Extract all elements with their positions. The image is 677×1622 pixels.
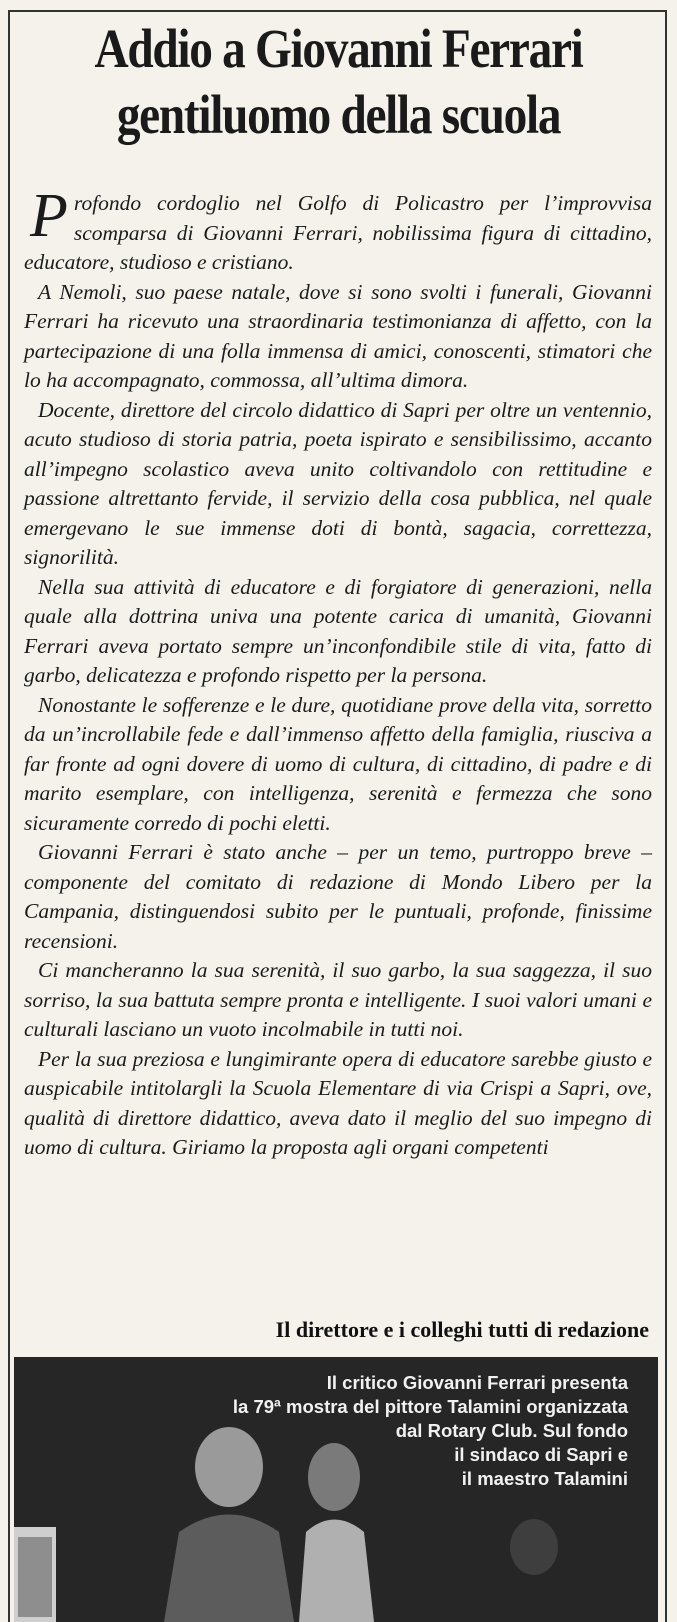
paragraph-1-text: rofondo cordoglio nel Golfo di Policastro per l’improvvisa scomparsa di Giovanni Ferrari, nobilissima figura di cittadino, educatore, studioso e cristiano. <box>24 191 652 274</box>
article-body <box>24 182 652 1163</box>
photo-caption <box>233 1371 628 1491</box>
headline-line-2: gentiluomo della scuola <box>116 84 561 145</box>
caption-line: il sindaco di Sapri e <box>454 1444 628 1465</box>
drop-cap: P <box>30 182 68 250</box>
caption-line: dal Rotary Club. Sul fondo <box>395 1420 628 1441</box>
paragraph-6: Giovanni Ferrari è stato anche – per un temo, purtroppo breve – componente del comitato di redazione di Mondo Libero per la Campania, distinguendosi subito per le puntuali, profonde, finissime recensioni. <box>24 840 652 953</box>
paragraph-8: Per la sua preziosa e lungimirante opera di educatore sarebbe giusto e auspicabile intitolargli la Scuola Elementare di via Crispi a Sapri, ove, qualità di direttore didattico, aveva dato il meglio del suo impegno di uomo di cultura. Giriamo la proposta agli organi competenti <box>24 1046 652 1159</box>
paragraph-2: A Nemoli, suo paese natale, dove si sono svolti i funerali, Giovanni Ferrari ha ricevuto una straordinaria testimonianza di affetto, con la partecipazione di una folla immensa di amici, conoscenti, stimatori che lo ha accompagnato, commossa, all’ultima dimora. <box>24 279 652 392</box>
signature: Il direttore e i colleghi tutti di redazione <box>275 1317 649 1342</box>
paragraph-1 <box>24 182 652 278</box>
paragraph-3: Docente, direttore del circolo didattico di Sapri per oltre un ventennio, acuto studioso di storia patria, poeta ispirato e sensibilissimo, accanto all’impegno scolastico aveva unito coltivandolo con rettitudine e passione altrettanto fervide, il servizio della cosa pubblica, nel quale emergevano le sue immense doti di bontà, sagacia, correttezza, signorilità. <box>24 397 652 569</box>
news-photo <box>14 1357 658 1622</box>
headline-line-1: Addio a Giovanni Ferrari <box>94 18 583 79</box>
caption-line: la 79ª mostra del pittore Talamini organizzata <box>232 1396 628 1417</box>
caption-line: il maestro Talamini <box>461 1468 628 1489</box>
headline <box>58 16 620 148</box>
paragraph-4: Nella sua attività di educatore e di forgiatore di generazioni, nella quale alla dottrina univa una potente carica di umanità, Giovanni Ferrari aveva portato sempre un’inconfondibile stile di vita, fatto di garbo, delicatezza e profondo rispetto per la persona. <box>24 574 652 687</box>
paragraph-5: Nonostante le sofferenze e le dure, quotidiane prove della vita, sorretto da un’incrollabile fede e dall’immenso affetto della famiglia, riusciva a far fronte ad ogni dovere di uomo di cultura, di cittadino, di padre e di marito esemplare, con intelligenza, serenità e fermezza che sono sicuramente corredo di pochi eletti. <box>24 692 652 835</box>
caption-line: Il critico Giovanni Ferrari presenta <box>326 1372 628 1393</box>
paragraph-7: Ci mancheranno la sua serenità, il suo garbo, la sua saggezza, il suo sorriso, la sua battuta sempre pronta e intelligente. I suoi valori umani e culturali lasciano un vuoto incolmabile in tutti noi. <box>24 958 652 1041</box>
